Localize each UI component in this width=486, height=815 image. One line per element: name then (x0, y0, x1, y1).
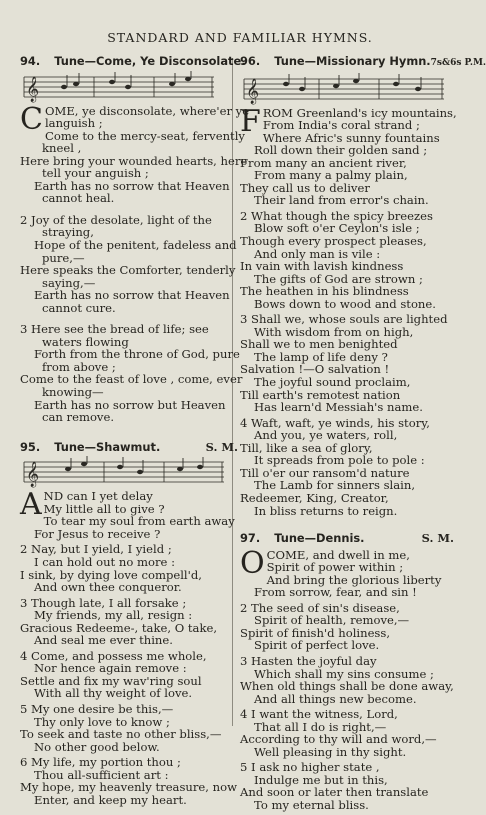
hymn-96-heading (240, 54, 486, 70)
music-staff-94 (24, 71, 214, 101)
verse-line: And soon or later then translate (240, 785, 429, 800)
verse-line: 2 The seed of sin's disease, (240, 600, 400, 615)
verse-line: With wisdom from on high, (254, 324, 414, 339)
svg-text:𝄞: 𝄞 (26, 76, 40, 102)
verse-line: Settle and fix my wav'ring soul (20, 673, 202, 688)
drop-cap: F (240, 103, 261, 139)
svg-text:𝄞: 𝄞 (26, 462, 40, 488)
verse-line: Earth has no sorrow that Heaven (34, 178, 230, 193)
hymn-97-stanza-2 (240, 602, 454, 652)
hymn-95-stanza-2 (20, 543, 238, 593)
hymn-95-stanza-3 (20, 597, 238, 647)
verse-line: Here bring your wounded hearts, here (20, 153, 248, 168)
verse-line: Has learn'd Messiah's name. (254, 400, 423, 415)
hymn-96-stanza-1 (240, 103, 457, 208)
music-staff-96 (244, 73, 444, 103)
verse-line: I sink, by dying love compell'd, (20, 567, 202, 582)
hymn-94-stanza-2 (20, 214, 238, 314)
verse-line: The lamp of life deny ? (254, 349, 388, 364)
verse-line: To seek and taste no other bliss,— (20, 727, 222, 742)
verse-line: From India's coral strand ; (262, 118, 420, 133)
verse-line: Thou all-sufficient art : (34, 767, 169, 782)
verse-line: Roll down their golden sand ; (254, 143, 428, 158)
hymn-97-stanza-1 (240, 545, 454, 600)
verse-line: For Jesus to receive ? (34, 526, 161, 541)
verse-line: can remove. (42, 410, 115, 425)
verse-line: cannot heal. (42, 191, 115, 206)
drop-cap: O (240, 545, 265, 581)
hymn-meter: S. M. (421, 531, 454, 546)
verse-line: languish ; (44, 116, 103, 131)
verse-line: OME, ye disconsolate, where'er ye (44, 103, 250, 118)
hymn-97-heading (240, 532, 454, 545)
verse-line: 3 Here see the bread of life; see (20, 322, 209, 337)
verse-line: In vain with lavish kindness (240, 259, 404, 274)
verse-line: Enter, and keep my heart. (34, 792, 187, 807)
hymn-94-stanza-3 (20, 322, 243, 425)
verse-line: I can hold out no more : (34, 554, 175, 569)
verse-line: Where Afric's sunny fountains (262, 130, 440, 145)
hymn-94-stanza-1 (20, 101, 250, 206)
verse-line: From many a palmy plain, (254, 168, 408, 183)
verse-line: Earth has no sorrow that Heaven (34, 288, 230, 303)
hymn-96-stanza-2 (240, 210, 454, 310)
verse-line: They call us to deliver (240, 180, 370, 195)
verse-line: Till earth's remotest nation (240, 387, 401, 402)
verse-line: kneel , (42, 141, 82, 156)
right-column (240, 54, 486, 815)
verse-line: COME, and dwell in me, (266, 547, 410, 562)
verse-line: And bring the glorious liberty (266, 572, 442, 587)
verse-line: 2 What though the spicy breezes (240, 208, 433, 223)
verse-line: My little all to give ? (43, 501, 165, 516)
verse-line: Shall we to men benighted (240, 337, 398, 352)
hymn-94-heading (20, 54, 246, 68)
verse-line: Spirit of perfect love. (254, 638, 380, 653)
verse-line: And seal me ever thine. (34, 633, 173, 648)
verse-line: And all things new become. (254, 691, 417, 706)
verse-line: That all I do is right,— (254, 719, 387, 734)
verse-line: Forth from the throne of God, pure (34, 347, 240, 362)
verse-line: Spirit of power within ; (266, 560, 404, 575)
verse-line: And only man is vile : (254, 246, 381, 261)
verse-line: According to thy will and word,— (240, 732, 437, 747)
verse-line: The Lamb for sinners slain, (254, 478, 416, 493)
verse-line: Though every prospect pleases, (240, 234, 427, 249)
hymn-95-stanza-4 (20, 650, 238, 700)
verse-line: The heathen in his blindness (240, 284, 409, 299)
verse-line: straying, (42, 225, 94, 240)
hymn-95-stanza-1 (20, 487, 238, 541)
verse-line: My hope, my heavenly treasure, now (20, 780, 238, 795)
hymn-tune: Tune—Shawmut. (54, 439, 161, 454)
verse-line: 3 Though late, I all forsake ; (20, 595, 187, 610)
hymn-number: 96. (240, 54, 261, 68)
verse-line: To my eternal bliss. (254, 797, 369, 812)
verse-line: 6 My life, my portion thou ; (20, 755, 181, 770)
verse-line: Earth has no sorrow but Heaven (34, 397, 226, 412)
verse-line: My friends, my all, resign : (34, 608, 193, 623)
verse-line: Spirit of health, remove,— (254, 613, 410, 628)
verse-line: It spreads from pole to pole : (254, 453, 425, 468)
music-staff-95 (24, 456, 224, 486)
hymn-tune: Tune—Missionary Hymn. (274, 54, 431, 68)
hymn-97-stanza-5 (240, 761, 454, 811)
verse-line: Spirit of finish'd holiness, (240, 625, 391, 640)
svg-text:𝄞: 𝄞 (246, 78, 260, 104)
verse-line: Their land from error's chain. (254, 193, 429, 208)
hymn-number: 94. (20, 54, 41, 68)
verse-line: Till, like a sea of glory, (240, 440, 373, 455)
verse-line: To tear my soul from earth away (43, 514, 235, 529)
verse-line: Till o'er our ransom'd nature (240, 465, 410, 480)
verse-line: No other good below. (34, 739, 160, 754)
verse-line: Which shall my sins consume ; (254, 666, 434, 681)
verse-line: And you, ye waters, roll, (254, 428, 398, 443)
verse-line: 3 Hasten the joyful day (240, 653, 377, 668)
verse-line: Thy only love to know ; (34, 714, 170, 729)
verse-line: From many an ancient river, (240, 155, 407, 170)
verse-line: tell your anguish ; (42, 166, 149, 181)
drop-cap: A (20, 487, 42, 523)
verse-line: Come to the feast of love , come, ever (20, 372, 243, 387)
verse-line: And own thee conqueror. (34, 580, 182, 595)
hymn-number: 97. (240, 531, 261, 546)
verse-line: The gifts of God are strown ; (254, 271, 423, 286)
hymn-tune: Tune—Come, Ye Disconsolate. (54, 54, 246, 68)
verse-line: From sorrow, fear, and sin ! (254, 585, 417, 600)
verse-line: Redeemer, King, Creator, (240, 490, 389, 505)
verse-line: 5 My one desire be this,— (20, 701, 174, 716)
verse-line: The joyful sound proclaim, (254, 375, 411, 390)
verse-line: Bows down to wood and stone. (254, 296, 436, 311)
hymn-number: 95. (20, 439, 41, 454)
verse-line: Come to the mercy-seat, fervently (44, 128, 245, 143)
verse-line: ROM Greenland's icy mountains, (262, 105, 457, 120)
page-header: STANDARD AND FAMILIAR HYMNS. (107, 30, 373, 45)
verse-line: pure,— (42, 250, 85, 265)
hymn-meter: S. M. (205, 439, 238, 454)
verse-line: Indulge me but in this, (254, 772, 388, 787)
left-column (20, 54, 250, 809)
verse-line: from above ; (42, 359, 116, 374)
verse-line: 2 Joy of the desolate, light of the (20, 212, 212, 227)
verse-line: Hope of the penitent, fadeless and (34, 238, 237, 253)
verse-line: With all thy weight of love. (34, 686, 193, 701)
hymn-meter: 7s&6s P.M. (430, 58, 486, 68)
verse-line: Nor hence again remove : (34, 661, 187, 676)
verse-line: 4 I want the witness, Lord, (240, 707, 398, 722)
drop-cap: C (20, 101, 43, 137)
verse-line: Here speaks the Comforter, tenderly (20, 263, 236, 278)
hymn-97-stanza-4 (240, 708, 454, 758)
hymn-96-stanza-4 (240, 417, 454, 517)
verse-line: saying,— (42, 275, 96, 290)
verse-line: cannot cure. (42, 300, 116, 315)
hymn-95-stanza-5 (20, 703, 238, 753)
verse-line: ND can I yet delay (43, 489, 153, 504)
hymn-95-heading (20, 441, 238, 454)
verse-line: 3 Shall we, whose souls are lighted (240, 312, 448, 327)
verse-line: Well pleasing in thy sight. (254, 744, 407, 759)
verse-line: Gracious Redeeme-, take, O take, (20, 620, 218, 635)
hymn-96-stanza-3 (240, 313, 454, 413)
hymn-tune: Tune—Dennis. (274, 531, 365, 546)
verse-line: 5 I ask no higher state , (240, 760, 380, 775)
verse-line: waters flowing (42, 334, 129, 349)
hymn-95-stanza-6 (20, 756, 238, 806)
verse-line: Salvation !—O salvation ! (240, 362, 390, 377)
verse-line: In bliss returns to reign. (254, 503, 398, 518)
hymn-97-stanza-3 (240, 655, 454, 705)
verse-line: When old things shall be done away, (240, 679, 454, 694)
verse-line: knowing— (42, 385, 104, 400)
verse-line: 4 Waft, waft, ye winds, his story, (240, 415, 430, 430)
verse-line: Blow soft o'er Ceylon's isle ; (254, 221, 420, 236)
verse-line: 2 Nay, but I yield, I yield ; (20, 542, 172, 557)
verse-line: 4 Come, and possess me whole, (20, 648, 207, 663)
